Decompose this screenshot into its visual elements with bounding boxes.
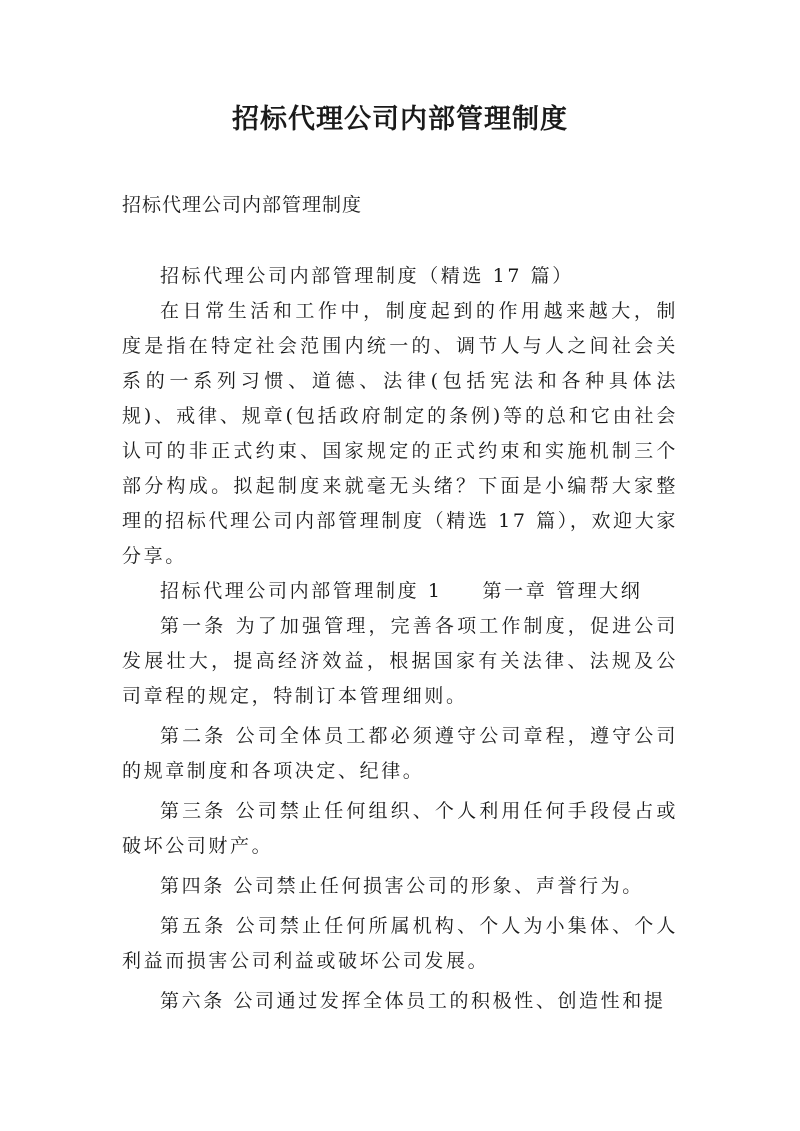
document-body [122,259,678,1019]
section-heading [122,574,678,609]
article-2: 第二条 公司全体员工都必须遵守公司章程，遵守公司的规章制度和各项决定、纪律。 [122,725,678,782]
document-subtitle: 招标代理公司内部管理制度 [122,194,363,216]
paragraph-intro: 在日常生活和工作中，制度起到的作用越来越大，制度是指在特定社会范围内统一的、调节人与人之间社会关系的一系列习惯、道德、法律(包括宪法和各种具体法规)、戒律、规章(包括政府制定的条例)等的总和它由社会认可的非正式约束、国家规定的正式约束和实施机制三个部分构成。拟起制度来就毫无头绪？下面是小编帮大家整理的招标代理公司内部管理制度（精选 17 篇），欢迎大家分享。 [122,300,678,567]
document-title: 招标代理公司内部管理制度 [232,104,568,135]
article-5: 第五条 公司禁止任何所属机构、个人为小集体、个人利益而损害公司利益或破坏公司发展。 [122,915,678,972]
section-heading-prefix: 招标代理公司内部管理制度 1 [160,580,443,602]
article-6: 第六条 公司通过发挥全体员工的积极性、创造性和提 [160,990,666,1012]
section-heading-chapter: 第一章 管理大纲 [482,580,643,602]
article-3: 第三条 公司禁止任何组织、个人利用任何手段侵占或破坏公司财产。 [122,800,678,857]
paragraph-intro-title: 招标代理公司内部管理制度（精选 17 篇） [160,265,574,287]
article-4: 第四条 公司禁止任何损害公司的形象、声誉行为。 [160,875,644,897]
article-1: 第一条 为了加强管理，完善各项工作制度，促进公司发展壮大，提高经济效益，根据国家有关法律、法规及公司章程的规定，特制订本管理细则。 [122,615,678,707]
